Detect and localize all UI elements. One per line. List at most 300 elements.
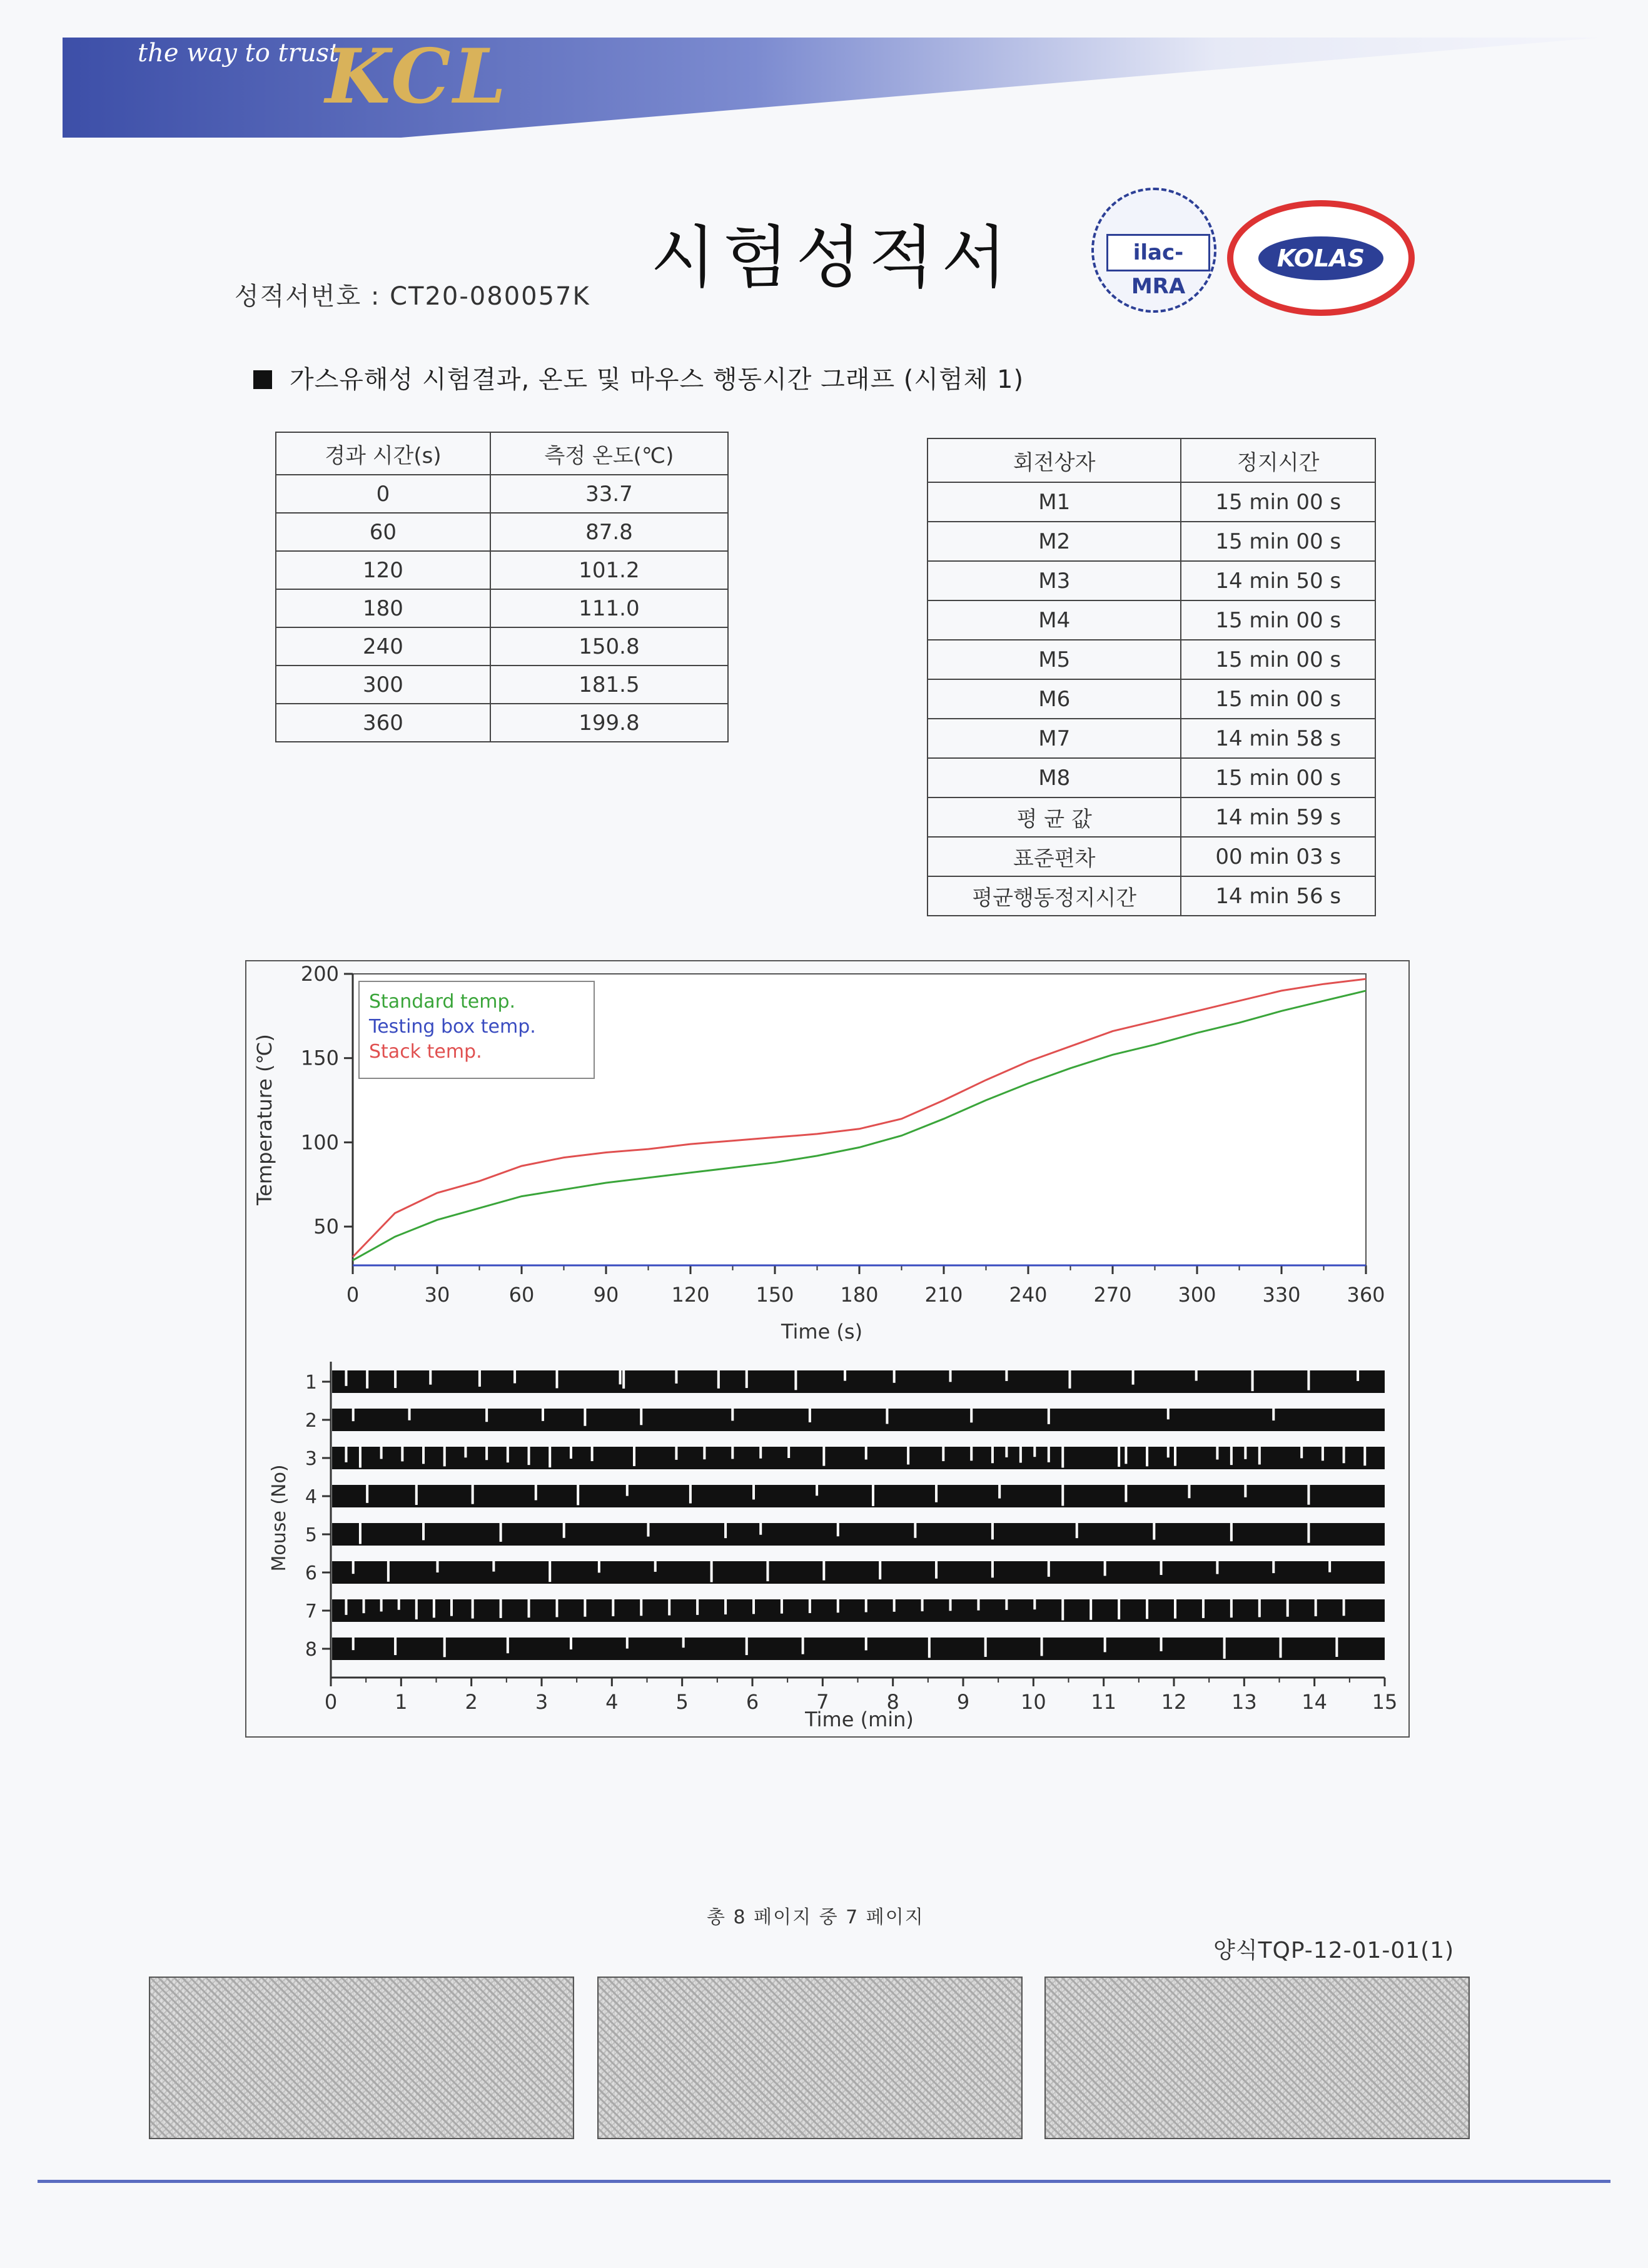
stop-table-cell: 14 min 59 s: [1181, 797, 1375, 837]
temp-x-tick-label: 270: [1093, 1283, 1132, 1307]
mouse-activity-gap: [991, 1447, 994, 1463]
mouse-activity-gap: [787, 1447, 790, 1458]
mouse-activity-gap: [724, 1523, 727, 1538]
temp-x-tick-label: 240: [1009, 1283, 1048, 1307]
mouse-x-tick-label: 2: [465, 1690, 478, 1714]
mouse-activity-gap: [507, 1447, 509, 1462]
mouse-activity-gap: [731, 1409, 734, 1420]
mouse-activity-gap: [478, 1370, 481, 1387]
stop-table-cell: 15 min 00 s: [1181, 640, 1375, 679]
temp-table-row: [276, 704, 728, 742]
mouse-activity-gap: [570, 1447, 572, 1459]
temp-x-axis-label: Time (s): [781, 1320, 863, 1344]
mouse-activity-bar: [332, 1485, 1385, 1507]
mouse-x-tick-label: 9: [956, 1690, 970, 1714]
temp-table-row: [276, 513, 728, 551]
mouse-activity-gap: [640, 1409, 642, 1425]
mouse-x-tick-label: 6: [746, 1690, 759, 1714]
stop-table-cell: 14 min 50 s: [1181, 561, 1375, 600]
mouse-activity-gap: [472, 1485, 474, 1504]
temp-y-tick-label: 150: [300, 1046, 339, 1070]
mouse-activity-gap: [668, 1599, 670, 1616]
mouse-activity-gap: [387, 1561, 390, 1582]
page-indicator: 총 8 페이지 중 7 페이지: [707, 1906, 924, 1928]
mouse-activity-bar: [332, 1638, 1385, 1660]
mouse-activity-gap: [640, 1599, 642, 1616]
mouse-activity-gap: [1076, 1523, 1078, 1538]
mouse-activity-gap: [1048, 1409, 1050, 1424]
mouse-activity-bar: [332, 1561, 1385, 1584]
temp-table-cell: 180: [276, 589, 490, 627]
mouse-activity-gap: [759, 1523, 762, 1535]
stop-table-row: [928, 600, 1375, 640]
mouse-activity-gap: [984, 1638, 987, 1657]
mouse-activity-gap: [548, 1447, 551, 1467]
mouse-activity-gap: [1300, 1447, 1303, 1458]
mouse-activity-gap: [1005, 1447, 1008, 1457]
mouse-y-tick-label: 4: [305, 1486, 317, 1508]
mouse-activity-gap: [991, 1561, 994, 1577]
mouse-activity-gap: [886, 1409, 888, 1424]
mouse-activity-gap: [1005, 1599, 1008, 1610]
mouse-activity-gap: [415, 1599, 418, 1619]
mouse-activity-gap: [1132, 1370, 1135, 1385]
mouse-activity-gap: [1335, 1638, 1338, 1657]
mouse-activity-gap: [507, 1638, 509, 1653]
temp-table-cell: 0: [276, 475, 490, 513]
mouse-activity-gap: [802, 1638, 804, 1654]
mouse-activity-bar: [332, 1447, 1385, 1469]
mouse-activity-gap: [865, 1638, 867, 1651]
mouse-activity-gap: [766, 1561, 769, 1581]
mouse-activity-gap: [548, 1561, 551, 1582]
mouse-activity-gap: [1216, 1447, 1218, 1460]
mouse-activity-gap: [612, 1599, 614, 1616]
stop-table-cell: 15 min 00 s: [1181, 482, 1375, 522]
mouse-activity-gap: [1230, 1599, 1233, 1617]
report-number: 성적서번호 : CT20-080057K: [235, 282, 590, 311]
mouse-activity-gap: [429, 1370, 432, 1385]
mouse-activity-gap: [759, 1447, 762, 1459]
mouse-activity-gap: [1041, 1638, 1043, 1656]
mouse-activity-gap: [394, 1638, 397, 1655]
mouse-activity-gap: [935, 1561, 938, 1579]
stop-table-header: 회전상자: [928, 438, 1181, 482]
form-number: 양식TQP-12-01-01(1): [1213, 1938, 1455, 1963]
mouse-activity-gap: [977, 1599, 979, 1611]
mouse-activity-gap: [398, 1599, 400, 1610]
section-heading: [253, 360, 1024, 395]
mouse-activity-gap: [619, 1370, 622, 1384]
temp-table-cell: 101.2: [490, 551, 728, 589]
mouse-activity-gap: [752, 1599, 755, 1614]
mouse-activity-gap: [1343, 1447, 1345, 1463]
temp-y-tick-label: 100: [300, 1130, 339, 1155]
mouse-activity-gap: [1357, 1370, 1359, 1381]
stop-table-cell: M3: [928, 561, 1181, 600]
mouse-activity-gap: [1146, 1447, 1148, 1466]
mouse-activity-gap: [1061, 1599, 1064, 1620]
mouse-x-tick-label: 0: [324, 1690, 338, 1714]
mouse-activity-gap: [949, 1370, 952, 1382]
mouse-activity-gap: [352, 1409, 355, 1421]
mouse-activity-gap: [1258, 1447, 1261, 1464]
mouse-x-tick-label: 1: [395, 1690, 408, 1714]
mouse-activity-gap: [1343, 1599, 1345, 1616]
mouse-activity-gap: [464, 1447, 467, 1457]
mouse-activity-gap: [794, 1370, 797, 1390]
mouse-activity-gap: [380, 1447, 383, 1459]
mouse-activity-gap: [781, 1599, 783, 1614]
temp-table-body: [276, 475, 728, 742]
stop-table-cell: 14 min 58 s: [1181, 719, 1375, 758]
mouse-activity-gap: [1223, 1638, 1226, 1659]
mouse-activity-gap: [1125, 1485, 1127, 1502]
temp-legend-entry: Stack temp.: [369, 1041, 482, 1063]
stop-table-row: [928, 797, 1375, 837]
stop-table-row: [928, 758, 1375, 797]
temp-table-cell: 181.5: [490, 666, 728, 704]
mouse-activity-gap: [1287, 1599, 1289, 1617]
mouse-activity-gap: [345, 1447, 347, 1462]
mouse-activity-gap: [752, 1485, 755, 1499]
temp-y-tick-label: 50: [313, 1215, 339, 1239]
stop-table-cell: 00 min 03 s: [1181, 837, 1375, 876]
mouse-activity-gap: [1322, 1447, 1324, 1461]
security-pattern: [597, 1977, 1023, 2139]
mouse-activity-gap: [893, 1370, 896, 1383]
mouse-activity-gap: [528, 1447, 530, 1465]
mouse-activity-gap: [422, 1523, 425, 1540]
square-bullet-icon: [253, 370, 272, 389]
mouse-activity-gap: [1167, 1447, 1170, 1457]
security-pattern: [149, 1977, 574, 2139]
tagline: the way to trust: [138, 39, 340, 68]
mouse-activity-gap: [513, 1370, 516, 1384]
mouse-activity-gap: [492, 1561, 495, 1572]
mouse-activity-gap: [570, 1638, 572, 1649]
mouse-activity-gap: [1069, 1370, 1071, 1389]
mouse-activity-gap: [1174, 1447, 1176, 1466]
mouse-activity-gap: [1104, 1561, 1106, 1576]
mouse-x-tick-label: 4: [605, 1690, 619, 1714]
mouse-activity-gap: [366, 1485, 368, 1503]
temp-legend-entry: Testing box temp.: [369, 1016, 536, 1038]
mouse-activity-gap: [1174, 1599, 1176, 1619]
temp-table-row: [276, 475, 728, 513]
mouse-activity-gap: [1328, 1561, 1331, 1572]
mouse-activity-gap: [1005, 1370, 1008, 1381]
mouse-activity-gap: [970, 1409, 973, 1422]
mouse-activity-gap: [535, 1485, 537, 1500]
stop-table-cell: 15 min 00 s: [1181, 679, 1375, 719]
mouse-activity-gap: [1244, 1447, 1246, 1459]
temp-x-tick-label: 300: [1178, 1283, 1216, 1307]
mouse-activity-gap: [1244, 1485, 1246, 1497]
mouse-x-axis-label: Time (min): [805, 1708, 914, 1731]
mouse-activity-gap: [1307, 1485, 1310, 1505]
mouse-x-tick-label: 5: [675, 1690, 689, 1714]
mouse-activity-gap: [822, 1447, 825, 1466]
mouse-activity-gap: [1258, 1599, 1261, 1617]
mouse-x-tick-label: 8: [886, 1690, 899, 1714]
stop-table-row: [928, 640, 1375, 679]
mouse-activity-gap: [528, 1599, 530, 1617]
stop-table-cell: M6: [928, 679, 1181, 719]
mouse-activity-gap: [1104, 1638, 1106, 1652]
mouse-activity-gap: [724, 1599, 727, 1614]
mouse-activity-gap: [1363, 1447, 1366, 1466]
temp-table-cell: 87.8: [490, 513, 728, 551]
temp-x-tick-label: 60: [508, 1283, 535, 1307]
temp-table-cell: 111.0: [490, 589, 728, 627]
mouse-activity-gap: [682, 1638, 685, 1648]
temp-x-tick-label: 360: [1347, 1283, 1385, 1307]
mouse-activity-gap: [352, 1561, 355, 1574]
mouse-activity-gap: [633, 1447, 635, 1466]
mouse-activity-gap: [949, 1599, 952, 1611]
mouse-activity-gap: [443, 1638, 446, 1657]
mouse-activity-gap: [352, 1638, 355, 1650]
temp-x-tick-label: 180: [840, 1283, 879, 1307]
stop-time-table: [927, 438, 1376, 916]
bottom-rule: [38, 2180, 1610, 2183]
stop-table-cell: M4: [928, 600, 1181, 640]
mouse-activity-gap: [345, 1599, 347, 1615]
mouse-activity-gap: [1146, 1599, 1148, 1619]
stop-table-cell: 15 min 00 s: [1181, 758, 1375, 797]
temp-table-header: 측정 온도(℃): [490, 432, 728, 475]
mouse-activity-gap: [485, 1409, 488, 1422]
temp-table-cell: 300: [276, 666, 490, 704]
mouse-activity-gap: [1230, 1523, 1233, 1541]
mouse-activity-gap: [1089, 1599, 1092, 1620]
mouse-activity-gap: [485, 1447, 488, 1460]
mouse-activity-gap: [450, 1599, 453, 1616]
temp-table-row: [276, 589, 728, 627]
mouse-activity-gap: [675, 1370, 677, 1384]
mouse-activity-gap: [872, 1485, 874, 1506]
mouse-activity-gap: [433, 1599, 435, 1617]
mouse-x-tick-label: 13: [1231, 1690, 1257, 1714]
temp-x-tick-label: 30: [424, 1283, 450, 1307]
mouse-activity-gap: [591, 1447, 594, 1461]
mouse-activity-gap: [415, 1485, 418, 1505]
mouse-y-tick-label: 7: [305, 1601, 317, 1623]
stop-table-cell: M1: [928, 482, 1181, 522]
mouse-activity-gap: [555, 1599, 558, 1617]
mouse-activity-gap: [1153, 1523, 1155, 1540]
stop-table-row: [928, 876, 1375, 916]
stop-table-cell: M5: [928, 640, 1181, 679]
mouse-activity-gap: [1033, 1599, 1036, 1609]
mouse-activity-gap: [865, 1447, 867, 1460]
temp-x-tick-label: 330: [1262, 1283, 1301, 1307]
temp-table-row: [276, 551, 728, 589]
mouse-activity-gap: [1048, 1561, 1050, 1577]
kolas-label: KOLAS: [1258, 236, 1383, 280]
mouse-activity-gap: [1061, 1447, 1064, 1467]
mouse-x-tick-label: 10: [1020, 1690, 1046, 1714]
mouse-activity-gap: [1033, 1447, 1036, 1457]
stop-table-row: [928, 679, 1375, 719]
kolas-seal: [1227, 200, 1415, 316]
temp-table-row: [276, 666, 728, 704]
mouse-activity-bar: [332, 1599, 1385, 1622]
mouse-activity-gap: [942, 1447, 944, 1461]
mouse-activity-gap: [422, 1447, 425, 1464]
mouse-activity-gap: [816, 1485, 818, 1496]
mouse-activity-gap: [345, 1370, 347, 1386]
mouse-x-tick-label: 11: [1091, 1690, 1117, 1714]
security-pattern: [1044, 1977, 1470, 2139]
mouse-activity-gap: [1280, 1638, 1282, 1658]
mouse-activity-bar: [332, 1370, 1385, 1393]
stop-table-body: [928, 482, 1375, 916]
temp-table-cell: 199.8: [490, 704, 728, 742]
mouse-activity-gap: [1307, 1523, 1310, 1543]
mouse-activity-gap: [401, 1447, 403, 1461]
ilac-mra-label: ilac-MRA: [1106, 234, 1210, 271]
temp-x-tick-label: 150: [756, 1283, 794, 1307]
mouse-activity-gap: [366, 1370, 368, 1389]
mouse-activity-gap: [437, 1561, 439, 1572]
mouse-activity-gap: [879, 1561, 881, 1579]
mouse-activity-gap: [893, 1599, 896, 1612]
mouse-activity-gap: [363, 1599, 365, 1613]
mouse-activity-gap: [584, 1409, 586, 1426]
stop-table-cell: M7: [928, 719, 1181, 758]
stop-table-row: [928, 522, 1375, 561]
stop-table-header: 정지시간: [1181, 438, 1375, 482]
mouse-activity-gap: [921, 1599, 924, 1611]
mouse-activity-gap: [408, 1409, 411, 1420]
mouse-activity-gap: [1272, 1409, 1275, 1420]
mouse-activity-gap: [626, 1638, 629, 1649]
mouse-activity-gap: [622, 1370, 625, 1389]
mouse-activity-gap: [542, 1409, 544, 1421]
mouse-y-tick-label: 5: [305, 1524, 317, 1546]
mouse-activity-gap: [598, 1561, 600, 1572]
stop-table-row: [928, 482, 1375, 522]
stop-table-cell: 15 min 00 s: [1181, 522, 1375, 561]
charts-canvas: [246, 961, 1408, 1736]
stop-table-cell: M2: [928, 522, 1181, 561]
mouse-activity-gap: [1188, 1485, 1190, 1498]
mouse-activity-gap: [907, 1447, 909, 1464]
mouse-x-tick-label: 15: [1372, 1690, 1398, 1714]
mouse-y-tick-label: 6: [305, 1562, 317, 1584]
stop-table-cell: M8: [928, 758, 1181, 797]
mouse-activity-gap: [584, 1599, 586, 1617]
mouse-activity-gap: [1251, 1370, 1254, 1391]
mouse-activity-gap: [1019, 1447, 1022, 1463]
temp-x-tick-label: 90: [593, 1283, 619, 1307]
mouse-activity-gap: [991, 1523, 994, 1539]
mouse-activity-gap: [563, 1523, 565, 1538]
mouse-activity-gap: [1216, 1561, 1218, 1574]
stop-table-cell: 14 min 56 s: [1181, 876, 1375, 916]
mouse-activity-gap: [928, 1638, 931, 1658]
temp-table-cell: 60: [276, 513, 490, 551]
mouse-activity-gap: [837, 1523, 839, 1536]
section-heading-text: 가스유해성 시험결과, 온도 및 마우스 행동시간 그래프 (시험체 1): [290, 365, 1024, 394]
stop-table-cell: 평 균 값: [928, 797, 1181, 837]
mouse-activity-gap: [703, 1447, 705, 1459]
mouse-activity-gap: [696, 1599, 699, 1615]
mouse-activity-gap: [359, 1523, 361, 1544]
mouse-activity-gap: [500, 1599, 502, 1618]
mouse-activity-gap: [654, 1561, 657, 1572]
mouse-activity-gap: [1160, 1561, 1163, 1575]
mouse-activity-gap: [555, 1370, 558, 1388]
stop-table-cell: 15 min 00 s: [1181, 600, 1375, 640]
mouse-activity-gap: [689, 1485, 692, 1504]
mouse-activity-bar: [332, 1409, 1385, 1431]
mouse-x-tick-label: 3: [535, 1690, 548, 1714]
mouse-x-tick-label: 14: [1302, 1690, 1328, 1714]
mouse-y-tick-label: 2: [305, 1410, 317, 1432]
mouse-activity-gap: [837, 1599, 839, 1612]
stop-table-cell: 표준편차: [928, 837, 1181, 876]
mouse-activity-gap: [577, 1485, 579, 1505]
ilac-mra-seal: [1091, 188, 1216, 313]
mouse-activity-gap: [865, 1599, 867, 1612]
temp-x-tick-label: 120: [671, 1283, 710, 1307]
mouse-activity-gap: [844, 1370, 846, 1381]
mouse-activity-gap: [1230, 1447, 1233, 1465]
temp-table-cell: 150.8: [490, 627, 728, 666]
mouse-y-tick-label: 1: [305, 1372, 317, 1394]
temp-y-tick-label: 200: [300, 962, 339, 986]
mouse-activity-gap: [1160, 1638, 1163, 1651]
mouse-activity-gap: [1167, 1409, 1170, 1419]
mouse-activity-gap: [626, 1485, 629, 1496]
mouse-activity-gap: [710, 1561, 713, 1582]
mouse-activity-gap: [1202, 1599, 1205, 1618]
mouse-activity-gap: [500, 1523, 502, 1542]
temp-y-axis-label: Temperature (℃): [253, 1034, 276, 1205]
brand-logo: KCL: [325, 33, 508, 121]
mouse-activity-gap: [731, 1447, 734, 1459]
temp-table-cell: 33.7: [490, 475, 728, 513]
temp-table-cell: 240: [276, 627, 490, 666]
mouse-activity-gap: [809, 1599, 811, 1613]
mouse-activity-gap: [1118, 1447, 1120, 1467]
mouse-activity-gap: [809, 1409, 811, 1422]
mouse-activity-gap: [746, 1638, 748, 1655]
temp-table-cell: 360: [276, 704, 490, 742]
mouse-activity-gap: [380, 1599, 383, 1611]
mouse-y-tick-label: 8: [305, 1639, 317, 1661]
mouse-activity-gap: [1272, 1561, 1275, 1573]
mouse-y-axis-label: Mouse (No): [268, 1464, 290, 1572]
stop-table-row: [928, 837, 1375, 876]
temp-table-cell: 120: [276, 551, 490, 589]
temp-x-tick-label: 210: [924, 1283, 963, 1307]
stop-table-row: [928, 561, 1375, 600]
document-title: 시험성적서: [650, 219, 1014, 297]
temp-x-tick-label: 0: [346, 1283, 360, 1307]
temp-table-row: [276, 627, 728, 666]
mouse-activity-gap: [1125, 1447, 1127, 1464]
mouse-activity-gap: [472, 1599, 474, 1619]
temperature-table: [275, 432, 729, 742]
mouse-activity-gap: [394, 1370, 397, 1388]
mouse-activity-gap: [1195, 1370, 1198, 1381]
temp-legend-entry: Standard temp.: [369, 991, 516, 1013]
mouse-activity-gap: [998, 1485, 1001, 1499]
